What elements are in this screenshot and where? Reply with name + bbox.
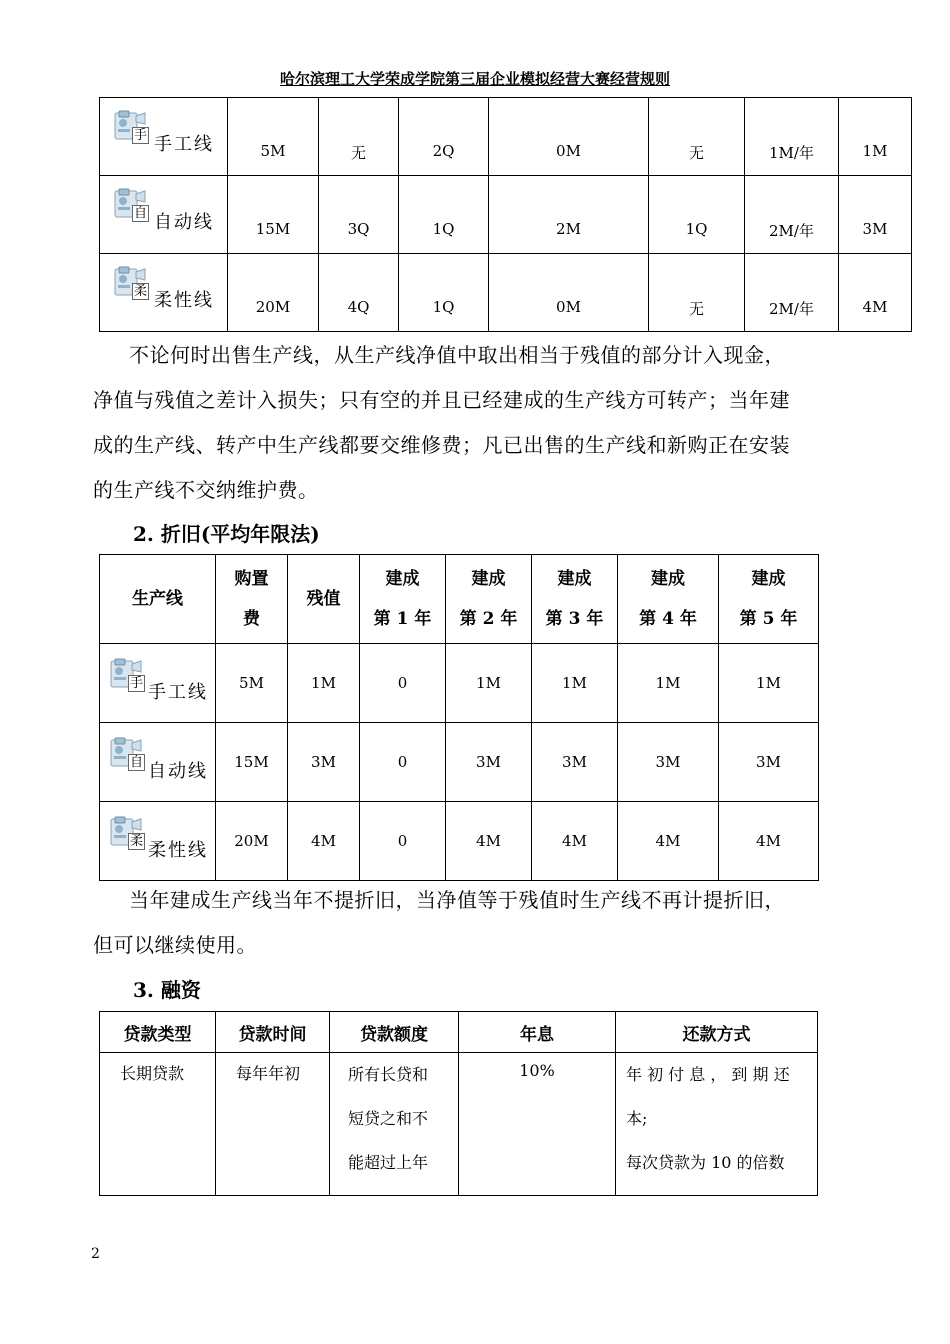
column-header (618, 555, 719, 644)
production-line-name: 手工线 (148, 682, 208, 703)
table-cell: 4Q (319, 254, 399, 332)
column-header (532, 555, 618, 644)
table-cell: 1M (618, 644, 719, 723)
table-cell: 4M (719, 802, 819, 881)
paragraph-line: 不论何时出售生产线，从生产线净值中取出相当于残值的部分计入现金， (129, 343, 785, 367)
page-header-title: 哈尔滨理工大学荣成学院第三届企业模拟经营大赛经营规则 (279, 70, 670, 88)
column-header (719, 555, 819, 644)
paragraph-line: 成的生产线、转产中生产线都要交维修费；凡已出售的生产线和新购正在安装 (93, 433, 790, 457)
table-cell: 3M (719, 723, 819, 802)
header-line: 建成 (385, 569, 420, 589)
column-header (216, 555, 288, 644)
table-cell: 无 (319, 98, 399, 176)
production-line-icon (110, 658, 144, 690)
production-line-icon (110, 816, 144, 848)
financing-table (99, 1011, 818, 1196)
cell-line: 年 初 付 息 ， 到 期 还 (626, 1065, 790, 1084)
column-header: 贷款类型 (100, 1012, 216, 1053)
paragraph-line: 但可以继续使用。 (93, 933, 257, 957)
header-line: 残值 (306, 589, 341, 609)
repayment-cell (616, 1053, 818, 1196)
table-cell: 20M (216, 802, 288, 881)
interest-cell (459, 1053, 616, 1196)
loan-amount-cell (330, 1053, 459, 1196)
column-header: 年息 (459, 1012, 616, 1053)
column-header (446, 555, 532, 644)
production-line-cell (100, 723, 216, 802)
cell-text: 长期贷款 (120, 1064, 185, 1083)
paragraph-depreciation-note (93, 878, 863, 968)
production-line-name: 自动线 (154, 212, 214, 233)
table-cell: 15M (228, 176, 319, 254)
table-row (100, 98, 912, 176)
table-row (100, 254, 912, 332)
table-cell: 0M (489, 254, 649, 332)
line-type-glyph: 柔 (134, 284, 148, 299)
paragraph-sale-rules (93, 333, 863, 513)
cell-line: 本; (626, 1109, 648, 1128)
production-line-cell (100, 98, 228, 176)
header-line: 建成 (651, 569, 685, 589)
header-line: 购置 (234, 569, 269, 589)
header-line: 第 1 年 (373, 609, 432, 629)
column-header (100, 555, 216, 644)
table-cell: 4M (839, 254, 912, 332)
table-cell: 3M (446, 723, 532, 802)
table-cell: 1Q (399, 254, 489, 332)
table-cell: 2M/年 (745, 254, 839, 332)
table-cell: 20M (228, 254, 319, 332)
table-cell: 3Q (319, 176, 399, 254)
loan-type-cell (100, 1053, 216, 1196)
paragraph-line: 净值与残值之差计入损失；只有空的并且已经建成的生产线方可转产；当年建 (93, 388, 790, 412)
table-cell: 4M (618, 802, 719, 881)
table-cell: 1M (446, 644, 532, 723)
line-type-glyph: 自 (134, 206, 148, 221)
production-line-cell (100, 644, 216, 723)
table-cell: 0 (360, 802, 446, 881)
table-cell: 3M (288, 723, 360, 802)
cell-text: 10% (519, 1061, 555, 1080)
paragraph-line: 当年建成生产线当年不提折旧，当净值等于残值时生产线不再计提折旧， (129, 888, 785, 912)
paragraph-line: 的生产线不交纳维护费。 (93, 478, 319, 502)
table-cell: 2M/年 (745, 176, 839, 254)
column-header: 贷款时间 (216, 1012, 330, 1053)
line-type-glyph: 手 (130, 676, 144, 691)
table-cell: 4M (288, 802, 360, 881)
table-cell: 3M (839, 176, 912, 254)
table-cell: 3M (618, 723, 719, 802)
table-cell: 1M (719, 644, 819, 723)
table-cell: 0 (360, 644, 446, 723)
table-cell: 5M (228, 98, 319, 176)
production-line-icon (114, 188, 148, 220)
table-cell: 1M/年 (745, 98, 839, 176)
table-cell: 15M (216, 723, 288, 802)
column-header: 贷款额度 (330, 1012, 459, 1053)
production-line-name: 手工线 (154, 134, 214, 155)
header-line: 建成 (751, 569, 786, 589)
cell-text: 每年年初 (236, 1064, 301, 1083)
column-header: 还款方式 (616, 1012, 818, 1053)
production-line-name: 柔性线 (154, 290, 214, 311)
table-cell: 5M (216, 644, 288, 723)
header-line: 生产线 (132, 589, 183, 609)
table-cell: 2Q (399, 98, 489, 176)
table-row (100, 644, 819, 723)
table-cell: 1M (288, 644, 360, 723)
production-line-cell (100, 802, 216, 881)
table-cell: 0 (360, 723, 446, 802)
table-cell: 0M (489, 98, 649, 176)
line-type-glyph: 柔 (130, 834, 144, 849)
table-cell: 3M (532, 723, 618, 802)
column-header (288, 555, 360, 644)
table-row (100, 723, 819, 802)
table-row (100, 802, 819, 881)
header-line: 建成 (471, 569, 506, 589)
cell-line: 短贷之和不 (348, 1109, 429, 1128)
header-line: 第 3 年 (545, 609, 604, 629)
loan-time-cell (216, 1053, 330, 1196)
production-line-icon (114, 266, 148, 298)
header-line: 第 4 年 (639, 609, 697, 629)
section-heading-depreciation: 2. 折旧(平均年限法) (133, 522, 320, 546)
header-line: 建成 (557, 569, 592, 589)
production-line-name: 柔性线 (148, 840, 208, 861)
table-cell: 无 (649, 98, 745, 176)
production-line-table (99, 97, 912, 332)
table-cell: 2M (489, 176, 649, 254)
header-line: 第 5 年 (739, 609, 798, 629)
production-line-cell (100, 176, 228, 254)
header-line: 第 2 年 (459, 609, 518, 629)
table-cell: 1Q (649, 176, 745, 254)
cell-line: 所有长贷和 (348, 1065, 429, 1084)
column-header (360, 555, 446, 644)
production-line-name: 自动线 (148, 761, 208, 782)
cell-line: 每次贷款为 10 的倍数 (626, 1153, 785, 1172)
header-line: 费 (243, 609, 260, 629)
depreciation-table (99, 554, 819, 881)
table-row (100, 176, 912, 254)
section-heading-financing: 3. 融资 (133, 978, 201, 1002)
production-line-icon (114, 110, 148, 142)
table-cell: 1M (532, 644, 618, 723)
production-line-cell (100, 254, 228, 332)
cell-line: 能超过上年 (348, 1153, 429, 1172)
table-cell: 1Q (399, 176, 489, 254)
table-cell: 1M (839, 98, 912, 176)
table-row (100, 1053, 818, 1196)
production-line-icon (110, 737, 144, 769)
page-number: 2 (91, 1246, 100, 1262)
table-cell: 4M (446, 802, 532, 881)
table-cell: 4M (532, 802, 618, 881)
line-type-glyph: 手 (134, 128, 148, 143)
line-type-glyph: 自 (130, 755, 144, 770)
table-cell: 无 (649, 254, 745, 332)
